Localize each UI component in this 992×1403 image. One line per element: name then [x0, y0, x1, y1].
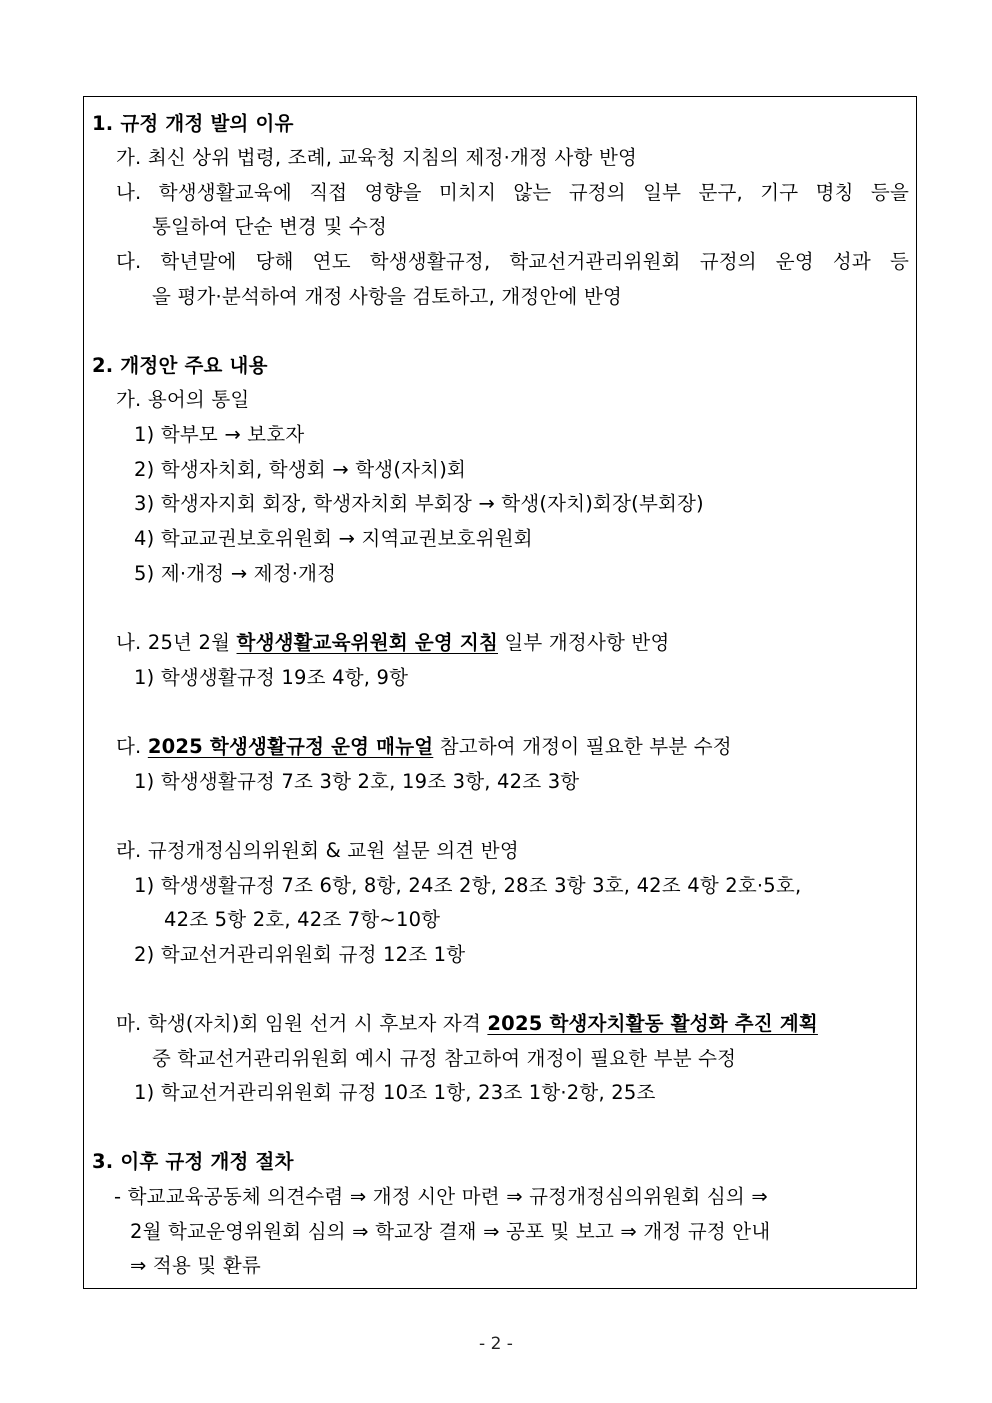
procedure-line-2: 2월 학교운영위원회 심의 ⇒ 학교장 결재 ⇒ 공포 및 보고 ⇒ 개정 규정 안내: [130, 1220, 771, 1243]
term-item-1: 1) 학부모 → 보호자: [134, 423, 305, 446]
procedure-line-3: ⇒ 적용 및 환류: [130, 1254, 261, 1277]
procedure-line-1: - 학교교육공동체 의견수렴 ⇒ 개정 시안 마련 ⇒ 규정개정심의위원회 심의 ⇒: [114, 1185, 768, 1208]
da-emphasis: 2025 학생생활규정 운영 매뉴얼: [147, 735, 434, 758]
term-item-4: 4) 학교교권보호위원회 → 지역교권보호위원회: [134, 527, 533, 550]
section-2-ra-item1-line1: 1) 학생생활규정 7조 6항, 8항, 24조 2항, 28조 3항 3호, 42조 4항 2호·5호,: [134, 874, 802, 897]
section-1-heading: 1. 규정 개정 발의 이유: [92, 112, 294, 135]
term-item-3: 3) 학생자지회 회장, 학생자치회 부회장 → 학생(자치)회장(부회장): [134, 492, 704, 515]
na-emphasis: 학생생활교육위원회 운영 지침: [236, 631, 498, 654]
section-2-da-item: 1) 학생생활규정 7조 3항 2호, 19조 3항, 42조 3항: [134, 770, 580, 793]
section-2-da-line: [116, 733, 732, 761]
na-suffix: 일부 개정사항 반영: [498, 631, 670, 654]
section-1-item-na-line2: 통일하여 단순 변경 및 수정: [152, 215, 388, 238]
section-2-na-line: [116, 629, 670, 657]
section-2-ra-title: 라. 규정개정심의위원회 & 교원 설문 의견 반영: [116, 839, 519, 862]
section-2-ma-line2: 중 학교선거관리위원회 예시 규정 참고하여 개정이 필요한 부분 수정: [152, 1047, 737, 1070]
section-1-item-ga: 가. 최신 상위 법령, 조례, 교육청 지침의 제정·개정 사항 반영: [116, 146, 638, 169]
page-number: - 2 -: [479, 1334, 513, 1354]
section-2-ma-item: 1) 학교선거관리위원회 규정 10조 1항, 23조 1항·2항, 25조: [134, 1081, 656, 1104]
da-suffix: 참고하여 개정이 필요한 부분 수정: [433, 735, 732, 758]
da-prefix: 다.: [116, 735, 148, 758]
section-2-ra-item2: 2) 학교선거관리위원회 규정 12조 1항: [134, 943, 466, 966]
section-1-item-na-line1: 나. 학생생활교육에 직접 영향을 미치지 않는 규정의 일부 문구, 기구 명칭 등을: [116, 181, 909, 204]
section-2-ra-item1-line2: 42조 5항 2호, 42조 7항~10항: [164, 908, 441, 931]
ma-emphasis: 2025 학생자치활동 활성화 추진 계획: [487, 1012, 818, 1035]
section-3-heading: 3. 이후 규정 개정 절차: [92, 1150, 294, 1173]
section-2-ma-line1: [116, 1010, 818, 1038]
na-prefix: 나. 25년 2월: [116, 631, 237, 654]
section-1-item-da-line2: 을 평가·분석하여 개정 사항을 검토하고, 개정안에 반영: [152, 285, 623, 308]
term-item-5: 5) 제·개정 → 제정·개정: [134, 562, 337, 585]
section-2-heading: 2. 개정안 주요 내용: [92, 354, 268, 377]
section-2-ga-title: 가. 용어의 통일: [116, 388, 250, 411]
section-2-na-item: 1) 학생생활규정 19조 4항, 9항: [134, 666, 409, 689]
term-item-2: 2) 학생자치회, 학생회 → 학생(자치)회: [134, 458, 467, 481]
ma-prefix: 마. 학생(자치)회 임원 선거 시 후보자 자격: [116, 1012, 488, 1035]
section-1-item-da-line1: 다. 학년말에 당해 연도 학생생활규정, 학교선거관리위원회 규정의 운영 성과 등: [116, 250, 909, 273]
